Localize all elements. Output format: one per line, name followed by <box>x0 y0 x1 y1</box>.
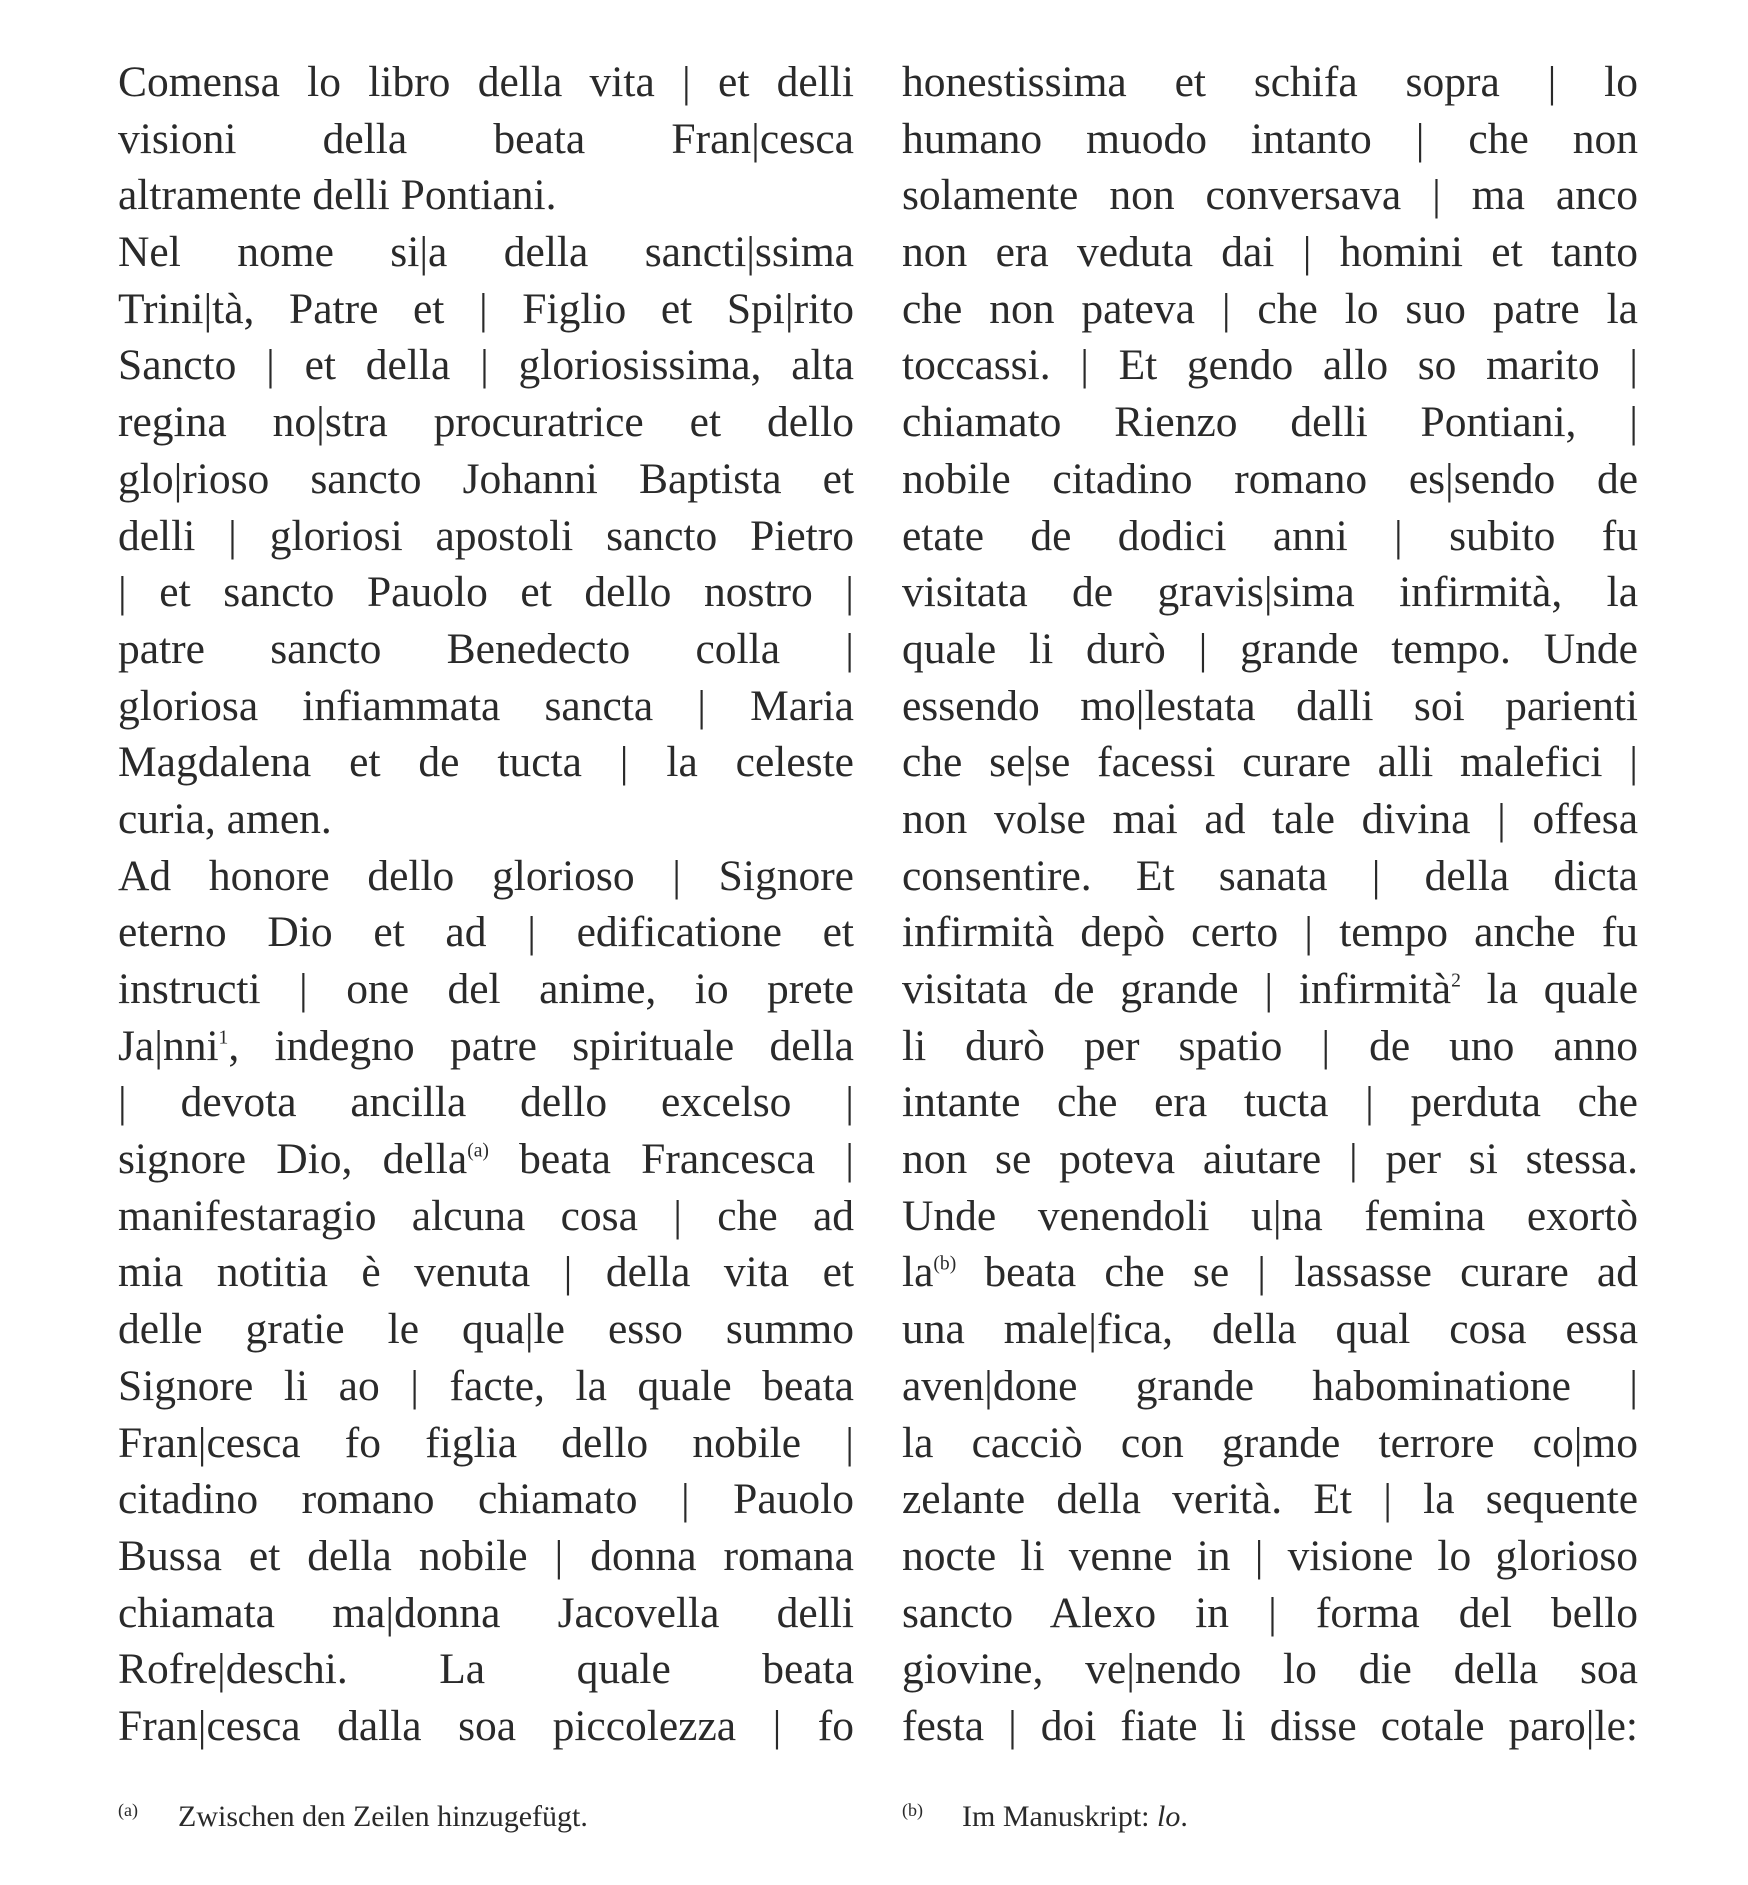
text-line: altramente delli Pontiani. <box>118 171 557 220</box>
note-reference: 2 <box>1451 970 1461 992</box>
text-line: manifestaragio alcuna cosa | che ad <box>118 1191 854 1240</box>
text-line: toccassi. | Et gendo allo so marito | <box>902 341 1638 390</box>
text-line: Trini|tà, Patre et | Figlio et Spi|rito <box>118 284 854 333</box>
text-line: giovine, ve|nendo lo die della soa <box>902 1645 1638 1694</box>
text-line: li durò per spatio | de uno anno <box>902 1021 1638 1070</box>
footnote-b <box>902 1790 1188 1837</box>
text-line: Fran|cesca fo figlia dello nobile | <box>118 1418 854 1467</box>
text-line: etate de dodici anni | subito fu <box>902 511 1638 560</box>
text-line: | et sancto Pauolo et dello nostro | <box>118 568 854 617</box>
note-reference: (b) <box>933 1253 957 1275</box>
text-line: curia, amen. <box>118 794 332 843</box>
right-text-column <box>902 54 1638 1755</box>
text-line: Rofre|deschi. La quale beata <box>118 1645 854 1694</box>
footnote-text: Zwischen den Zeilen hinzugefügt. <box>178 1800 588 1833</box>
note-reference: 1 <box>218 1027 229 1049</box>
text-fragment: , indegno patre spirituale della <box>228 1021 854 1070</box>
footnote-marker: (a) <box>118 1800 138 1820</box>
text-line: Ad honore dello glorioso | Signore <box>118 851 854 900</box>
text-line: Comensa lo libro della vita | et delli <box>118 58 854 106</box>
text-line: intante che era tucta | perduta che <box>902 1078 1638 1127</box>
text-line: festa | doi fiate li disse cotale paro|le: <box>902 1701 1638 1750</box>
footnote-text-suffix: . <box>1180 1800 1188 1833</box>
text-line: Bussa et della nobile | donna romana <box>118 1531 854 1580</box>
footnote-text <box>962 1800 1188 1833</box>
text-line <box>902 961 1638 1018</box>
text-line: | devota ancilla dello excelso | <box>118 1078 854 1127</box>
text-line: Unde venendoli u|na femina exortò <box>902 1191 1638 1240</box>
text-line: glo|rioso sancto Johanni Baptista et <box>118 454 854 503</box>
text-fragment: beata che se | lassasse curare ad <box>956 1248 1638 1297</box>
text-line <box>118 1018 854 1075</box>
left-text-column <box>118 54 854 1755</box>
text-line <box>118 1131 854 1188</box>
text-line: essendo mo|lestata dalli soi parienti <box>902 681 1638 730</box>
text-line: gloriosa infiammata sancta | Maria <box>118 681 854 730</box>
text-line: Fran|cesca dalla soa piccolezza | fo <box>118 1701 854 1750</box>
text-line: nocte li venne in | visione lo glorioso <box>902 1531 1638 1580</box>
text-fragment: la quale <box>1460 965 1639 1013</box>
text-line: non era veduta dai | homini et tanto <box>902 228 1638 277</box>
text-line <box>902 1244 1638 1301</box>
text-line: la cacciò con grande terrore co|mo <box>902 1418 1638 1467</box>
text-line: consentire. Et sanata | della dicta <box>902 851 1638 900</box>
footnote-a <box>118 1790 588 1837</box>
text-fragment: Ja|nni <box>118 1021 219 1070</box>
text-line: nobile citadino romano es|sendo de <box>902 454 1638 503</box>
text-line: Magdalena et de tucta | la celeste <box>118 738 854 787</box>
text-fragment: visitata de grande | infirmità <box>902 965 1452 1013</box>
footnote-marker: (b) <box>902 1800 923 1820</box>
text-line: che se|se facessi curare alli malefici | <box>902 738 1638 787</box>
text-line: sancto Alexo in | forma del bello <box>902 1588 1638 1637</box>
text-fragment: signore Dio, della <box>118 1135 468 1184</box>
footnote-text-prefix: Im Manuskript: <box>962 1800 1157 1833</box>
text-line: aven|done grande habominatione | <box>902 1361 1638 1410</box>
text-line: Signore li ao | facte, la quale beata <box>118 1361 854 1410</box>
text-line: instructi | one del anime, io prete <box>118 965 854 1013</box>
text-line: chiamata ma|donna Jacovella delli <box>118 1588 854 1637</box>
text-line: zelante della verità. Et | la sequente <box>902 1475 1638 1524</box>
text-line: patre sancto Benedecto colla | <box>118 624 854 673</box>
text-line: eterno Dio et ad | edificatione et <box>118 908 854 957</box>
text-fragment: la <box>902 1248 934 1297</box>
text-line: mia notitia è venuta | della vita et <box>118 1248 854 1297</box>
text-fragment: beata Francesca | <box>488 1135 854 1184</box>
footnote-text-italic: lo <box>1157 1800 1181 1833</box>
note-reference: (a) <box>467 1140 489 1162</box>
text-line: infirmità depò certo | tempo anche fu <box>902 908 1638 957</box>
text-line: citadino romano chiamato | Pauolo <box>118 1475 854 1524</box>
text-line: visitata de gravis|sima infirmità, la <box>902 568 1638 617</box>
text-line: visioni della beata Fran|cesca <box>118 114 854 163</box>
text-line: solamente non conversava | ma anco <box>902 171 1638 220</box>
text-line: Nel nome si|a della sancti|ssima <box>118 228 854 277</box>
text-line: humano muodo intanto | che non <box>902 114 1638 163</box>
text-line: delli | gloriosi apostoli sancto Pietro <box>118 511 854 560</box>
text-line: delle gratie le qua|le esso summo <box>118 1305 854 1354</box>
text-line: non se poteva aiutare | per si stessa. <box>902 1135 1638 1184</box>
text-line: non volse mai ad tale divina | offesa <box>902 794 1638 843</box>
text-line: honestissima et schifa sopra | lo <box>902 58 1638 106</box>
text-line: chiamato Rienzo delli Pontiani, | <box>902 398 1638 447</box>
text-line: regina no|stra procuratrice et dello <box>118 398 854 447</box>
text-line: quale li durò | grande tempo. Unde <box>902 624 1638 673</box>
text-line: che non pateva | che lo suo patre la <box>902 284 1638 333</box>
text-line: una male|fica, della qual cosa essa <box>902 1305 1638 1354</box>
text-line: Sancto | et della | gloriosissima, alta <box>118 341 854 390</box>
